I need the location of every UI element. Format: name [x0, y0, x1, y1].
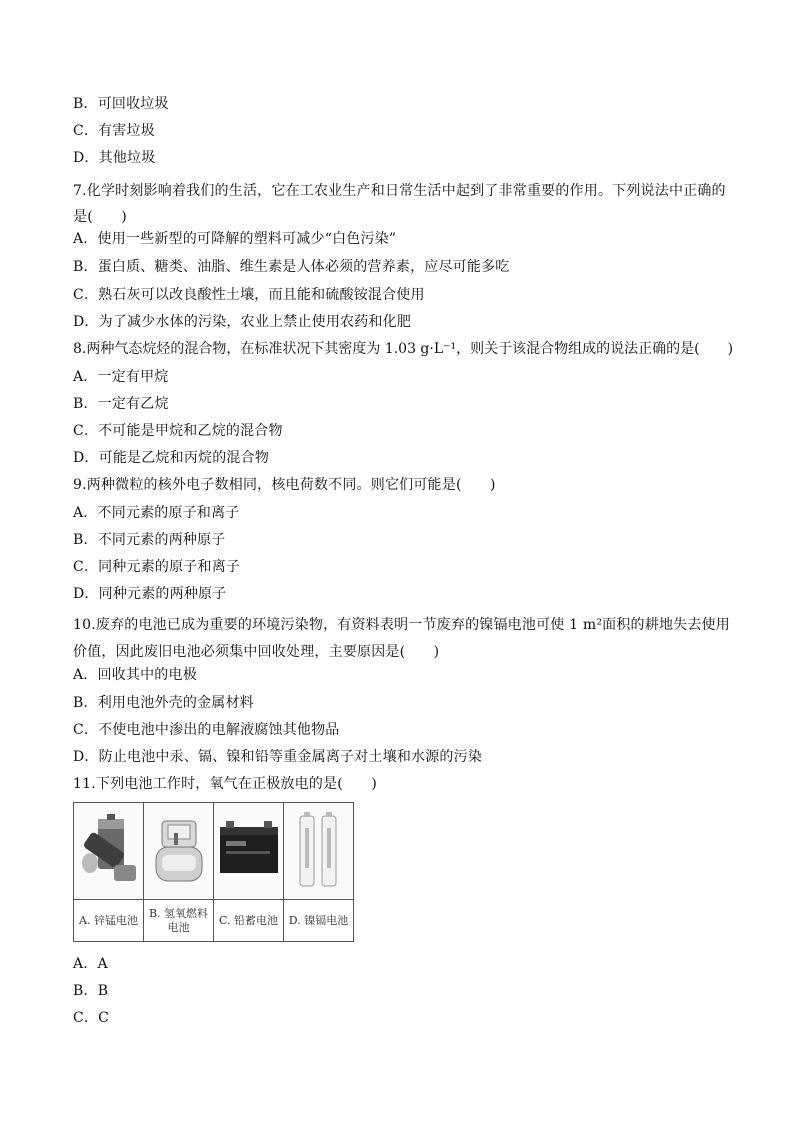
nickel-cadmium-battery-image — [284, 803, 353, 900]
q8-option-d: D．可能是乙烷和丙烷的混合物 — [73, 450, 270, 466]
q6-option-c: C．有害垃圾 — [73, 123, 155, 139]
figure-cell-d — [284, 803, 353, 941]
q7-option-a: A．使用一些新型的可降解的塑料可减少“白色污染” — [73, 231, 397, 247]
q9-option-d: D．同种元素的两种原子 — [73, 586, 227, 602]
q6-option-b: B．可回收垃圾 — [73, 96, 169, 112]
lead-acid-battery-image — [214, 803, 283, 900]
zinc-manganese-battery-image — [74, 803, 143, 900]
q9-option-a: A．不同元素的原子和离子 — [73, 505, 240, 521]
figure-cell-a — [74, 803, 144, 941]
figure-cell-b — [144, 803, 214, 941]
q7-option-c: C．熟石灰可以改良酸性土壤，而且能和硫酸铵混合使用 — [73, 287, 425, 303]
figure-caption-c: C. 铅蓄电池 — [218, 913, 279, 927]
q11-option-c: C．C — [73, 1010, 110, 1026]
q7-option-d: D．为了减少水体的污染，农业上禁止使用农药和化肥 — [73, 314, 412, 330]
q7-option-b: B．蛋白质、糖类、油脂、维生素是人体必须的营养素，应尽可能多吃 — [73, 259, 510, 275]
battery-figure — [73, 802, 354, 942]
figure-caption-b: B. 氢氧燃料电池 — [148, 906, 209, 934]
q6-option-d: D．其他垃圾 — [73, 150, 156, 166]
q11-option-b: B．B — [73, 983, 109, 999]
fuel-cell-image — [144, 803, 213, 900]
figure-caption-a: A. 锌锰电池 — [79, 913, 138, 927]
q11-stem: 11.下列电池工作时，氧气在正极放电的是( ) — [73, 776, 377, 792]
figure-cell-c — [214, 803, 284, 941]
q8-stem: 8.两种气态烷烃的混合物，在标准状况下其密度为 1.03 g·L⁻¹，则关于该混合物组成的说法正确的是( ) — [73, 341, 734, 357]
q9-option-b: B．不同元素的两种原子 — [73, 532, 226, 548]
q11-option-a: A．A — [73, 956, 108, 972]
q7-stem: 7.化学时刻影响着我们的生活，它在工农业生产和日常生活中起到了非常重要的作用。下列说法中正确的是( ) — [73, 183, 726, 225]
q8-option-a: A．一定有甲烷 — [73, 369, 169, 385]
q10-option-d: D．防止电池中汞、镉、镍和铅等重金属离子对土壤和水源的污染 — [73, 749, 483, 765]
q9-stem: 9.两种微粒的核外电子数相同，核电荷数不同。则它们可能是( ) — [73, 477, 496, 493]
q10-stem: 10.废弃的电池已成为重要的环境污染物，有资料表明一节废弃的镍镉电池可使 1 m²面积的耕地失去使用价值，因此废旧电池必须集中回收处理，主要原因是( ) — [73, 617, 730, 660]
figure-caption-d: D. 镍镉电池 — [288, 913, 349, 927]
q8-option-c: C．不可能是甲烷和乙烷的混合物 — [73, 423, 283, 439]
q8-option-b: B．一定有乙烷 — [73, 396, 169, 412]
q10-option-a: A．回收其中的电极 — [73, 667, 197, 683]
q9-option-c: C．同种元素的原子和离子 — [73, 559, 241, 575]
q10-option-b: B．利用电池外壳的金属材料 — [73, 695, 254, 711]
q10-option-c: C．不使电池中渗出的电解液腐蚀其他物品 — [73, 722, 340, 738]
